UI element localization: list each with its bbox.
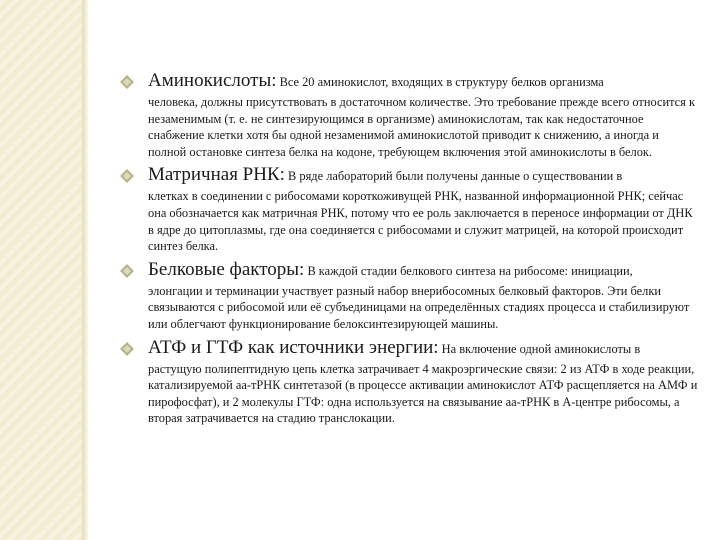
list-item-atp-gtp — [118, 337, 698, 427]
bullet-icon — [120, 169, 134, 183]
list-item-protein-factors — [118, 259, 698, 333]
item-lead-text: На включение одной аминокислоты в — [438, 341, 641, 356]
decorative-side-divider — [82, 0, 88, 540]
item-body-text: человека, должны присутствовать в достаточном количестве. Это требование прежде всего относится к незаменимым (т. е. не синтезирующимся в организме) аминокислотам, так как недостаточное снабжение клетки хотя бы одной незаменимой аминокислотой приводит к снижению, а иногда и полной остановке синтеза белка на кодоне, требующем включения этой аминокислоты в белок. — [148, 95, 695, 159]
item-lead-text: В каждой стадии белкового синтеза на рибосоме: инициации, — [304, 263, 633, 278]
item-body-text: элонгации и терминации участвует разный набор внерибосомных белковый факторов. Эти белки связываются с рибосомой или её субъединицами на определённых стадиях процесса и стабилизируют или облегчают функционирование белоксинтезирующей машины. — [148, 283, 690, 331]
item-lead-text: В ряде лабораторий были получены данные о существовании в — [284, 169, 623, 184]
item-term: Матричная РНК: — [148, 164, 285, 186]
bullet-icon — [120, 264, 134, 278]
item-lead-text: Все 20 аминокислот, входящих в структуру белков организма — [276, 75, 604, 89]
item-body-text: растущую полипептидную цепь клетка затрачивает 4 макроэргические связи: 2 из АТФ в ходе реакции, катализируемой аа-тРНК синтетазой (в процессе активации аминокислот АТФ расщепляется на АМФ и пирофосфат), и 2 молекулы ГТФ: одна используется на связывание аа-тРНК в А-центре рибосомы, а вторая затрачивается на стадию транслокации. — [148, 361, 698, 426]
item-term: АТФ и ГТФ как источники энергии: — [148, 336, 439, 358]
bullet-icon — [120, 75, 134, 89]
item-body-text: клетках в соединении с рибосомами короткоживущей РНК, названной информационной РНК; сейчас она обозначается как матричная РНК, потому что ее роль заключается в переносе информации от ДНК в ядре до цитоплазмы, где она соединяется с рибосомами и служит матрицей, на которой происходит синтез белка. — [148, 189, 693, 254]
item-term: Аминокислоты: — [148, 70, 277, 91]
item-term: Белковые факторы: — [148, 258, 305, 280]
list-item-amino-acids — [118, 70, 698, 160]
bullet-icon — [120, 342, 134, 356]
decorative-side-panel — [0, 0, 82, 540]
slide-content — [118, 70, 698, 431]
list-item-mrna — [118, 164, 698, 254]
